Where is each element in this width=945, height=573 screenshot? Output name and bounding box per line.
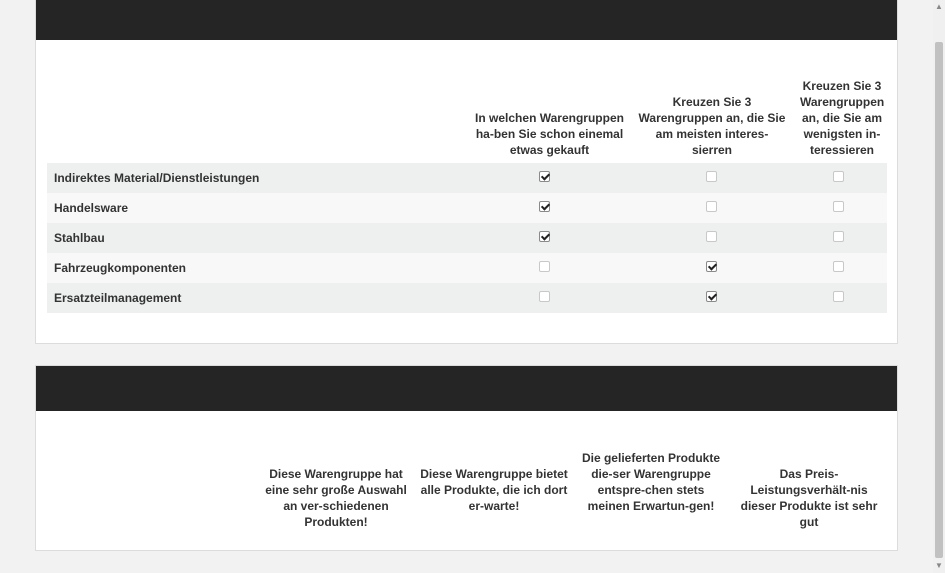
matrix-row <box>47 223 887 253</box>
matrix-checkbox[interactable] <box>706 261 717 272</box>
question-header-1 <box>36 0 897 40</box>
matrix-checkbox[interactable] <box>539 231 550 242</box>
page-scrollbar[interactable] <box>933 0 945 573</box>
matrix-checkbox[interactable] <box>539 171 550 182</box>
column-header-bought: In welchen Warengruppen ha-ben Sie schon einemal etwas gekauft <box>475 111 624 157</box>
question-header-2 <box>36 366 897 411</box>
matrix-checkbox[interactable] <box>706 201 717 212</box>
matrix-question-1 <box>47 41 887 313</box>
matrix-checkbox[interactable] <box>539 201 550 212</box>
matrix-row-label: Fahrzeugkomponenten <box>54 261 187 275</box>
scrollbar-thumb[interactable] <box>935 42 943 558</box>
matrix-checkbox[interactable] <box>706 171 717 182</box>
matrix-row-label: Indirektes Material/Dienstleistungen <box>54 171 260 185</box>
column-header-selection: Diese Warengruppe hat eine sehr große Auswahl an ver-schiedenen Produkten! <box>265 467 407 529</box>
column-header-most-interested: Kreuzen Sie 3 Warengruppen an, die Sie am meisten interes-sierren <box>638 95 786 157</box>
scroll-up-icon[interactable]: ▲ <box>935 2 943 11</box>
matrix-row-label: Handelsware <box>54 201 129 215</box>
matrix-checkbox[interactable] <box>833 261 844 272</box>
matrix-checkbox[interactable] <box>539 291 550 302</box>
question-panel-1 <box>35 0 898 344</box>
matrix-checkbox[interactable] <box>833 201 844 212</box>
matrix-checkbox[interactable] <box>706 231 717 242</box>
question-panel-2 <box>35 365 898 551</box>
matrix-row <box>47 253 887 283</box>
matrix-checkbox[interactable] <box>706 291 717 302</box>
column-header-completeness: Diese Warengruppe bietet alle Produkte, die ich dort er-warte! <box>420 467 568 513</box>
matrix-checkbox[interactable] <box>833 231 844 242</box>
matrix-row-label: Ersatzteilmanagement <box>54 291 182 305</box>
column-header-price-performance: Das Preis-Leistungsverhält-nis dieser Produkte ist sehr gut <box>740 467 878 529</box>
matrix-header-row <box>47 41 887 163</box>
matrix-row <box>47 283 887 313</box>
matrix-row-label: Stahlbau <box>54 231 105 245</box>
matrix-checkbox[interactable] <box>539 261 550 272</box>
column-header-least-interested: Kreuzen Sie 3 Warengruppen an, die Sie am wenigsten in-teressieren <box>800 79 885 157</box>
matrix-row <box>47 193 887 223</box>
matrix-checkbox[interactable] <box>833 291 844 302</box>
column-header-expectations: Die gelieferten Produkte die-ser Warengruppe entspre-chen stets meinen Erwartun-gen! <box>581 451 721 513</box>
scroll-down-icon[interactable]: ▼ <box>935 561 943 570</box>
matrix-row <box>47 163 887 193</box>
matrix-checkbox[interactable] <box>833 171 844 182</box>
